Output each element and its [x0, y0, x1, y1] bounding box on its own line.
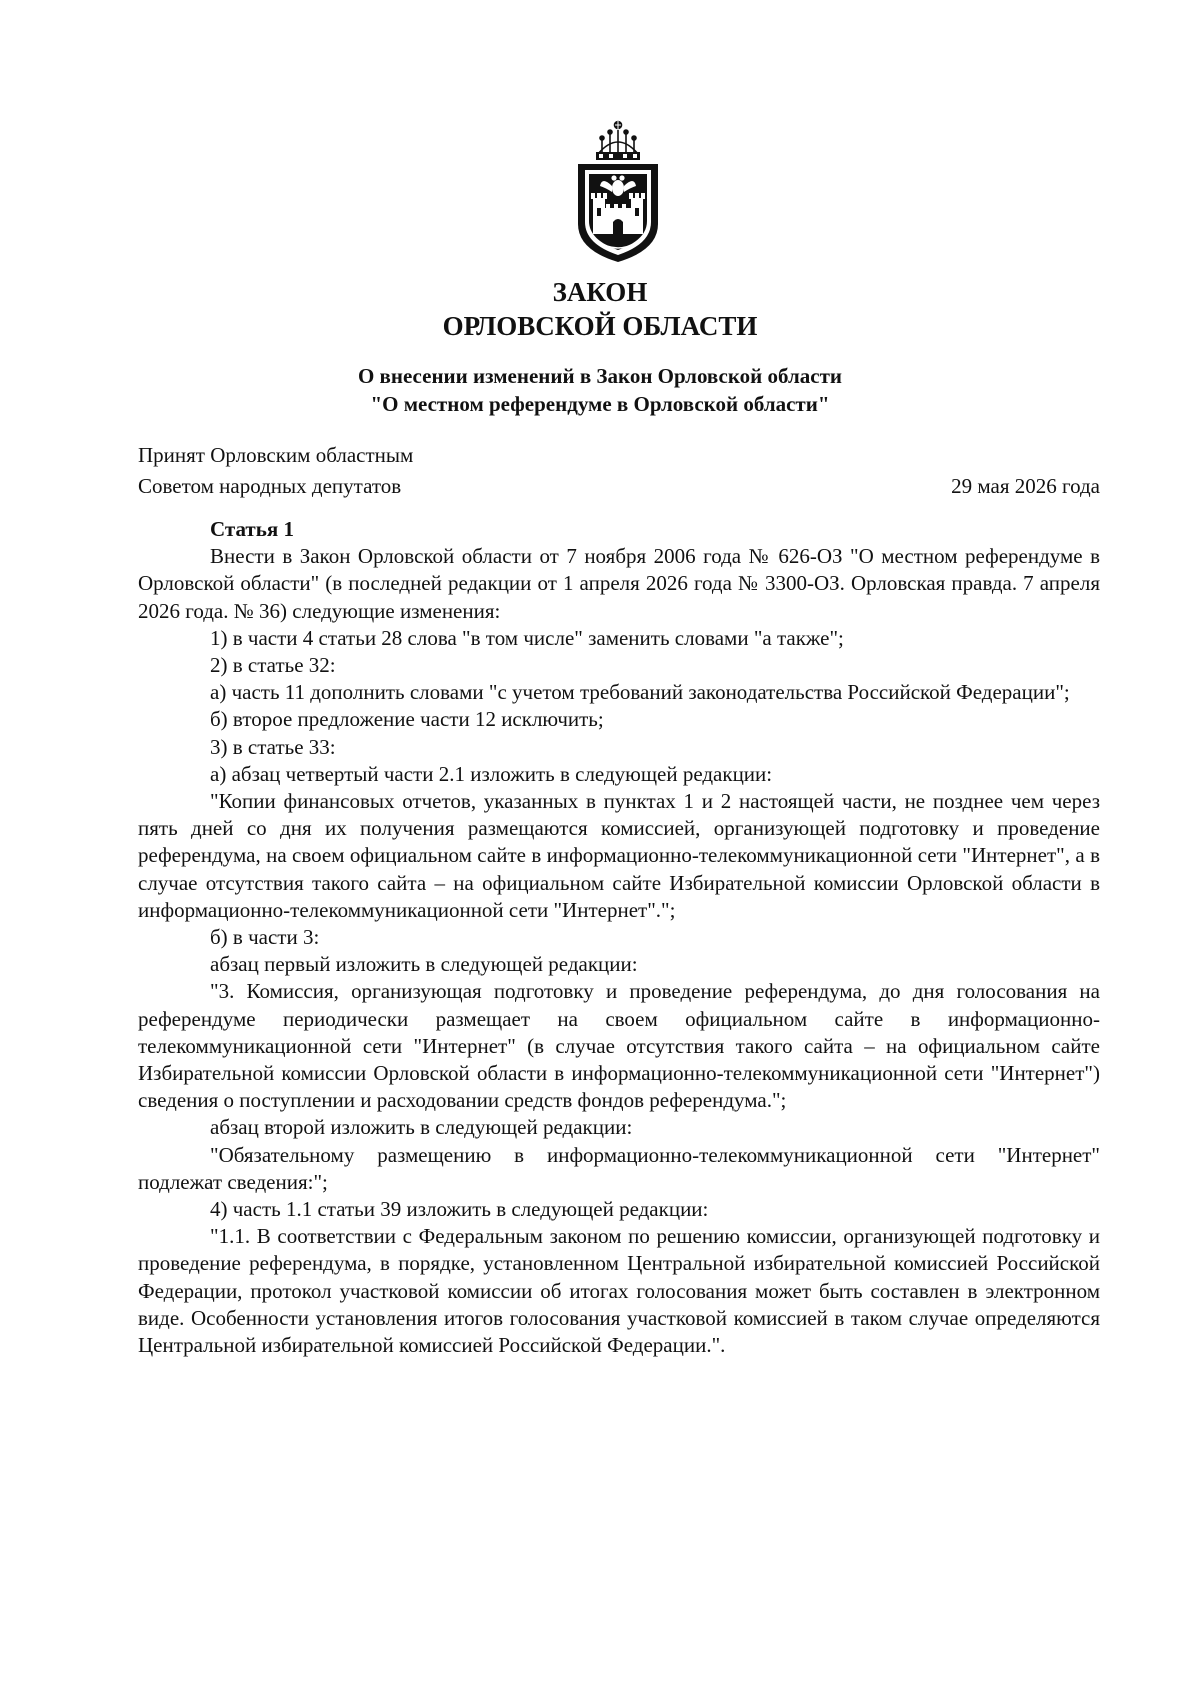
article-paragraph: б) в части 3:	[210, 925, 320, 950]
adoption-date: 29 мая 2026 года	[951, 474, 1100, 498]
document-title-region: ОРЛОВСКОЙ ОБЛАСТИ	[442, 311, 758, 341]
article-paragraph: абзац второй изложить в следующей редакции:	[210, 1115, 633, 1140]
article-paragraph: 2) в статье 32:	[210, 653, 336, 678]
article-paragraph: а) часть 11 дополнить словами "с учетом требований законодательства Российской Федерации";	[210, 680, 1070, 705]
article-body	[138, 516, 1100, 1359]
adoption-line: Советом народных депутатов	[138, 474, 402, 498]
article-paragraph: "Копии финансовых отчетов, указанных в пунктах 1 и 2 настоящей части, не позднее чем через пять дней со дня их получения размещаются комиссией, организующей подготовку и проведение референдума, на своем официальном сайте в информационно-телекоммуникационной сети "Интернет", а в случае отсутствия такого сайта – на официальном сайте Избирательной комиссии Орловской области в информационно-телекоммуникационной сети "Интернет".";	[138, 789, 1100, 922]
article-paragraph: "Обязательному размещению в информационно-телекоммуникационной сети "Интернет" подлежат сведения:";	[138, 1142, 1100, 1194]
coat-of-arms-icon	[568, 116, 668, 264]
article-paragraph: "3. Комиссия, организующая подготовку и проведение референдума, до дня голосования на референдуме периодически размещает на своем официальном сайте в информационно-телекоммуникационной сети "Интернет" (в случае отсутствия такого сайта – на официальном сайте Избирательной комиссии Орловской области в информационно-телекоммуникационной сети "Интернет") сведения о поступлении и расходовании средств фондов референдума.";	[138, 979, 1100, 1113]
document-subtitle-law-name: "О местном референдуме в Орловской области"	[370, 392, 830, 416]
adoption-block	[138, 440, 413, 502]
article-paragraph: 1) в части 4 статьи 28 слова "в том числе" заменить словами "а также";	[210, 625, 844, 650]
adoption-line: Принят Орловским областным	[138, 443, 414, 467]
article-paragraph: 3) в статье 33:	[210, 734, 336, 759]
article-paragraph: б) второе предложение части 12 исключить;	[210, 707, 604, 732]
document-subtitle: О внесении изменений в Закон Орловской области	[357, 364, 843, 388]
article-paragraph: абзац первый изложить в следующей редакции:	[210, 952, 638, 977]
article-paragraph: "1.1. В соответствии с Федеральным законом по решению комиссии, организующей подготовку и проведение референдума, в порядке, установленном Центральной избирательной комиссией Российской Федерации, протокол участковой комиссии об итогах голосования может быть составлен в электронном виде. Особенности установления итогов голосования участковой комиссией в таком случае определяются Центральной избирательной комиссией Российской Федерации.".	[138, 1224, 1100, 1358]
article-paragraph: а) абзац четвертый части 2.1 изложить в следующей редакции:	[210, 761, 773, 786]
article-heading: Статья 1	[210, 517, 294, 541]
article-paragraph: 4) часть 1.1 статьи 39 изложить в следующей редакции:	[210, 1197, 709, 1222]
article-paragraph: Внести в Закон Орловской области от 7 ноября 2006 года № 626-ОЗ "О местном референдуме в Орловской области" (в последней редакции от 1 апреля 2026 года № 3300-ОЗ. Орловская правда. 7 апреля 2026 года. № 36) следующие изменения:	[138, 544, 1100, 623]
document-title: ЗАКОН	[552, 277, 648, 307]
